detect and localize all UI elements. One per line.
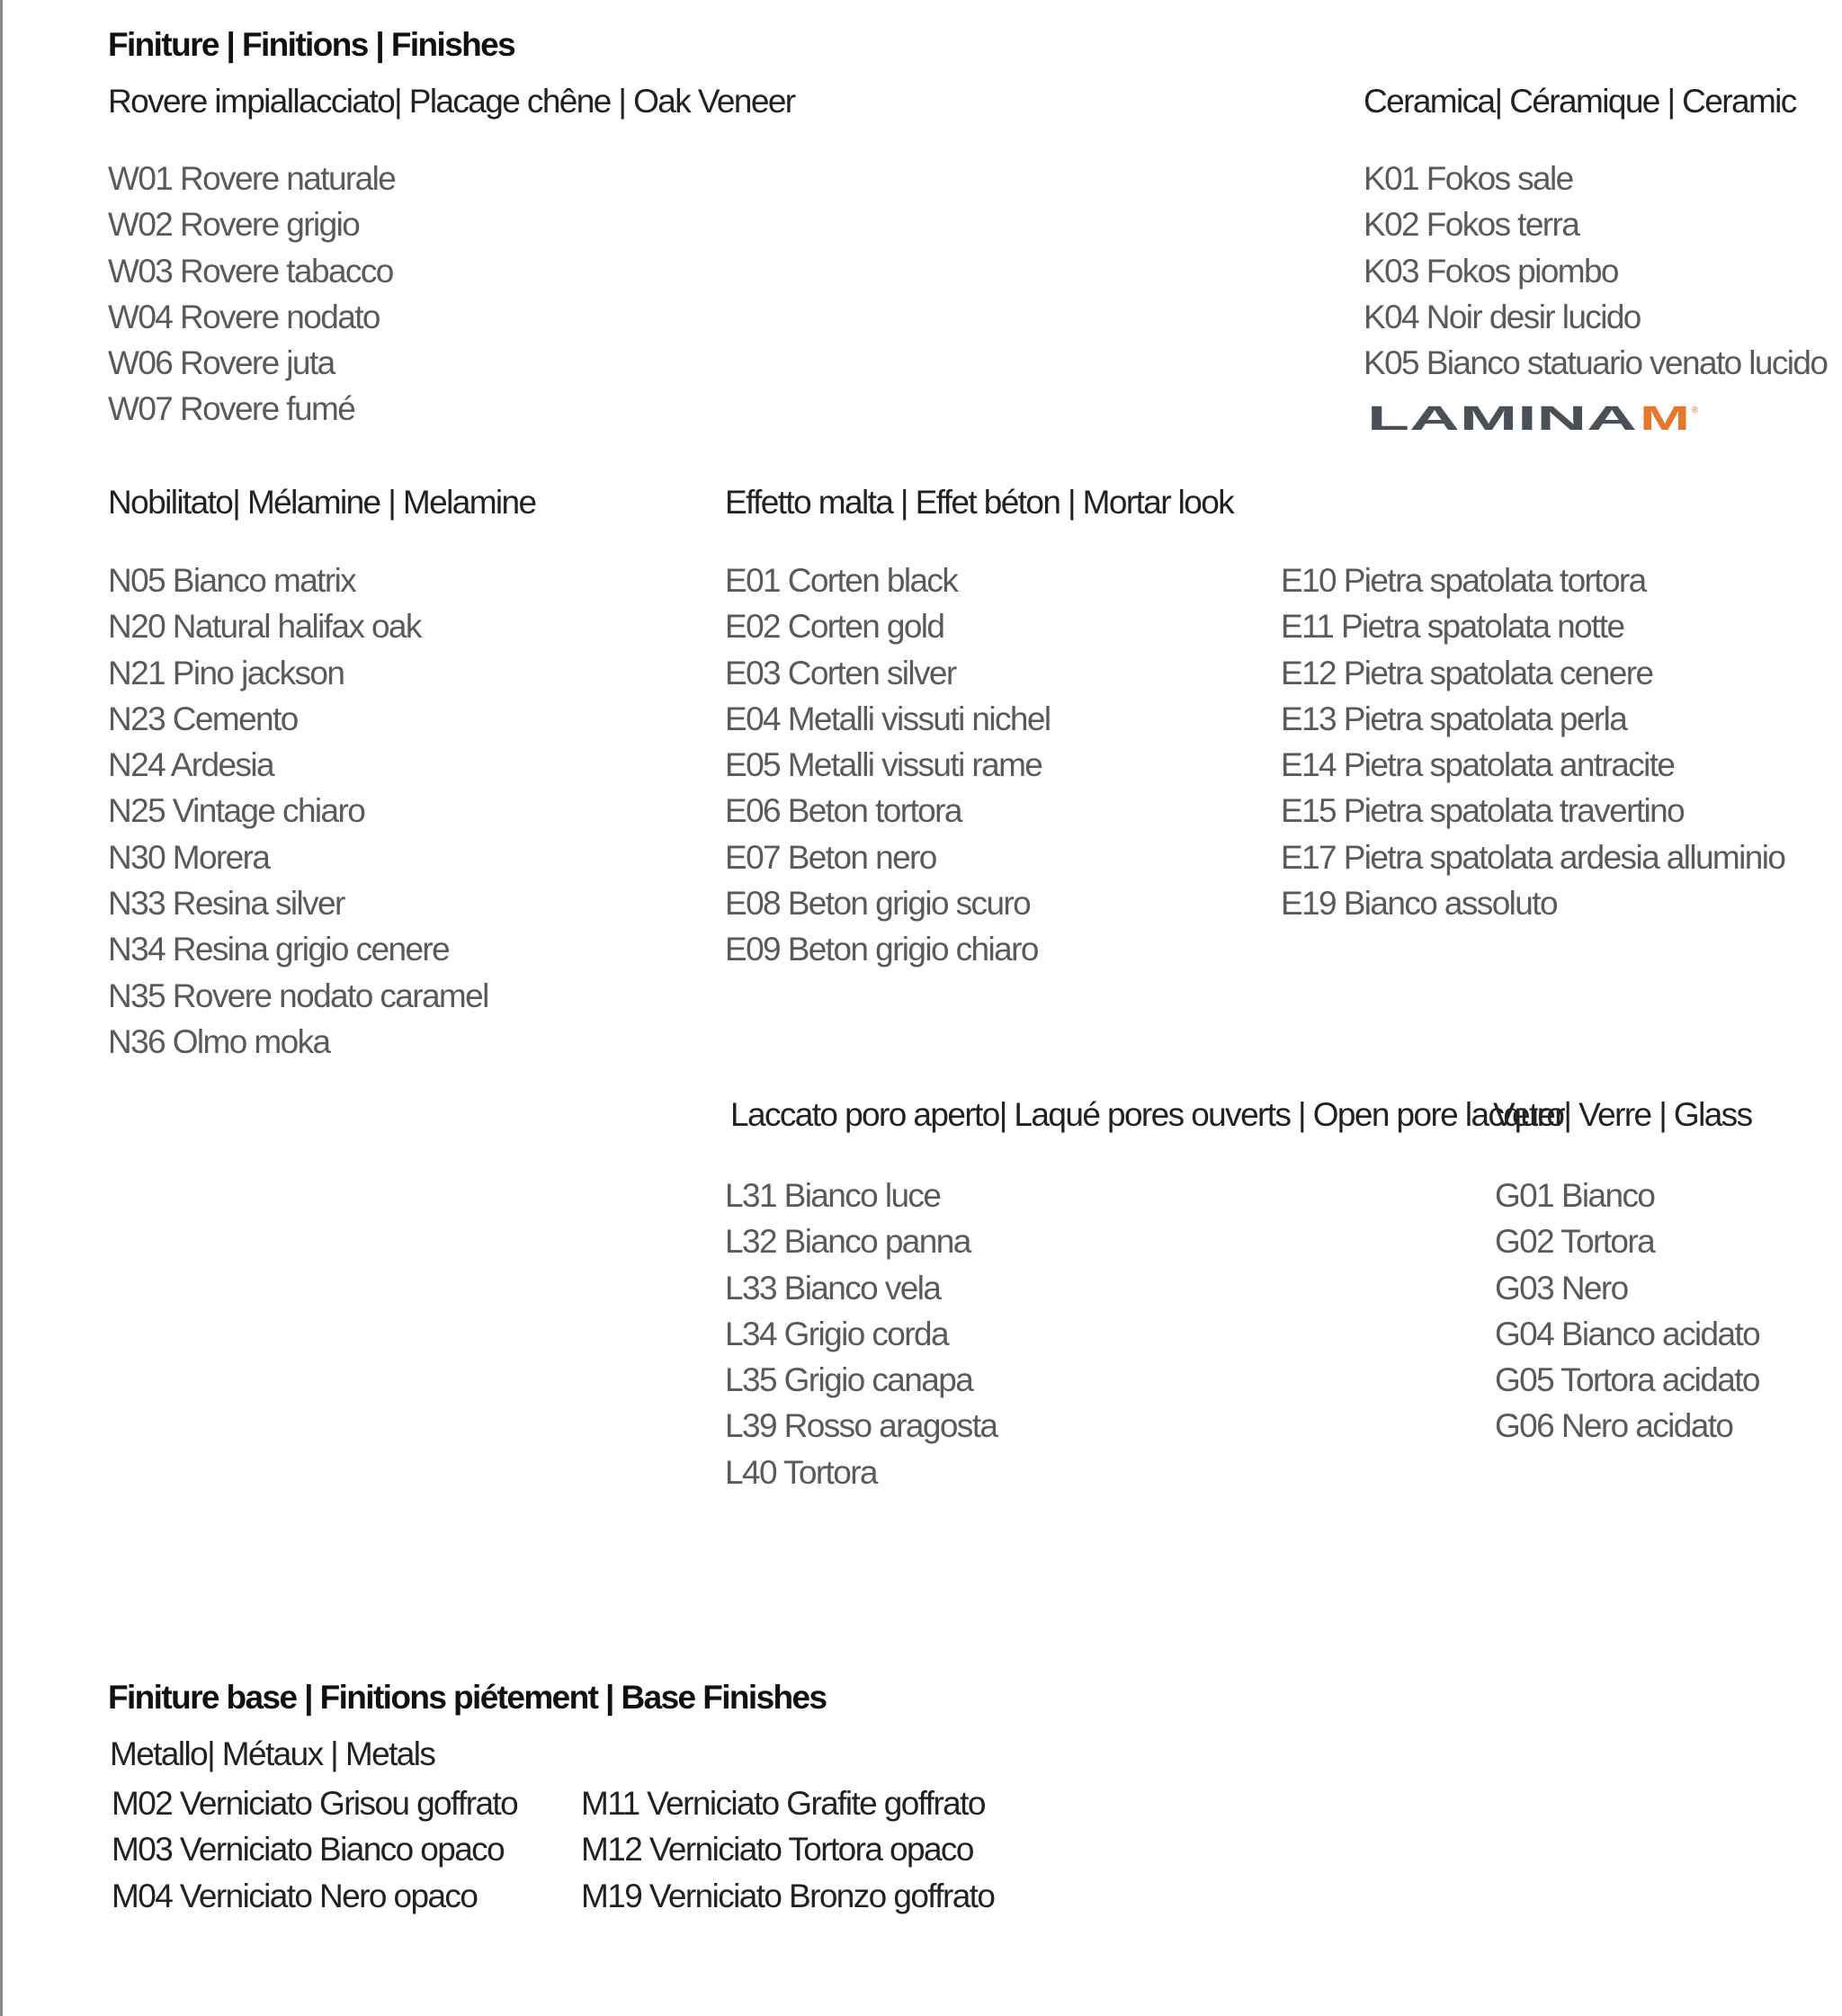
list-item: G04 Bianco acidato xyxy=(1495,1315,1760,1352)
logo-wordmark: LAMINA xyxy=(1367,402,1637,433)
list-item: M19 Verniciato Bronzo goffrato xyxy=(581,1877,995,1914)
ceramic-heading: Ceramica| Céramique | Ceramic xyxy=(1364,83,1796,120)
list-item: E10 Pietra spatolata tortora xyxy=(1281,562,1646,599)
glass-list xyxy=(1495,1173,1759,1450)
glass-heading: Vetro| Verre | Glass xyxy=(1493,1096,1752,1133)
list-item: L34 Grigio corda xyxy=(725,1315,948,1352)
laminam-logo xyxy=(1367,402,1700,433)
list-item: E02 Corten gold xyxy=(725,608,944,646)
list-item: N20 Natural halifax oak xyxy=(108,608,421,646)
melamine-list xyxy=(108,558,488,1065)
list-item: L39 Rosso aragosta xyxy=(725,1407,997,1445)
list-item: W03 Rovere tabacco xyxy=(108,252,393,290)
list-item: N35 Rovere nodato caramel xyxy=(108,977,488,1014)
metals-list-2 xyxy=(581,1780,994,1919)
list-item: E08 Beton grigio scuro xyxy=(725,885,1031,923)
list-item: N30 Morera xyxy=(108,838,270,876)
list-item: N36 Olmo moka xyxy=(108,1022,330,1060)
list-item: M04 Verniciato Nero opaco xyxy=(112,1877,478,1914)
list-item: W07 Rovere fumé xyxy=(108,390,355,428)
logo-registered-mark: ® xyxy=(1692,406,1699,415)
list-item: E03 Corten silver xyxy=(725,654,956,691)
list-item: K05 Bianco statuario venato lucido xyxy=(1364,344,1828,382)
list-item: G01 Bianco xyxy=(1495,1177,1655,1214)
list-item: N25 Vintage chiaro xyxy=(108,792,365,830)
list-item: K04 Noir desir lucido xyxy=(1364,298,1641,335)
list-item: E12 Pietra spatolata cenere xyxy=(1281,654,1653,691)
list-item: G02 Tortora xyxy=(1495,1223,1655,1261)
melamine-heading: Nobilitato| Mélamine | Melamine xyxy=(108,484,536,521)
list-item: W06 Rovere juta xyxy=(108,344,335,382)
list-item: L31 Bianco luce xyxy=(725,1177,941,1214)
logo-wordmark-accent: M xyxy=(1640,402,1690,433)
list-item: E19 Bianco assoluto xyxy=(1281,885,1557,923)
oak-veneer-heading: Rovere impiallacciato| Placage chêne | Oak Veneer xyxy=(108,83,795,120)
list-item: E13 Pietra spatolata perla xyxy=(1281,700,1627,737)
list-item: G06 Nero acidato xyxy=(1495,1407,1733,1445)
list-item: W02 Rovere grigio xyxy=(108,206,360,244)
mortar-look-list-1 xyxy=(725,558,1050,973)
base-finishes-title: Finiture base | Finitions piétement | Base Finishes xyxy=(108,1679,827,1716)
list-item: K02 Fokos terra xyxy=(1364,206,1579,244)
list-item: G03 Nero xyxy=(1495,1269,1628,1307)
oak-veneer-list xyxy=(108,156,395,433)
list-item: E09 Beton grigio chiaro xyxy=(725,931,1038,968)
mortar-look-list-2 xyxy=(1281,558,1784,926)
list-item: N05 Bianco matrix xyxy=(108,562,356,599)
list-item: M11 Verniciato Grafite goffrato xyxy=(581,1785,985,1822)
list-item: E06 Beton tortora xyxy=(725,792,961,830)
list-item: K01 Fokos sale xyxy=(1364,160,1573,197)
list-item: E05 Metalli vissuti rame xyxy=(725,746,1042,784)
list-item: G05 Tortora acidato xyxy=(1495,1361,1759,1399)
list-item: E14 Pietra spatolata antracite xyxy=(1281,746,1675,784)
ceramic-list xyxy=(1364,156,1827,386)
list-item: N33 Resina silver xyxy=(108,885,344,923)
page-title: Finiture | Finitions | Finishes xyxy=(108,26,515,63)
list-item: W01 Rovere naturale xyxy=(108,160,396,197)
list-item: N34 Resina grigio cenere xyxy=(108,931,450,968)
list-item: E15 Pietra spatolata travertino xyxy=(1281,792,1685,830)
list-item: M12 Verniciato Tortora opaco xyxy=(581,1831,973,1869)
list-item: L40 Tortora xyxy=(725,1453,877,1491)
list-item: E01 Corten black xyxy=(725,562,958,599)
list-item: M03 Verniciato Bianco opaco xyxy=(112,1831,505,1869)
mortar-look-heading: Effetto malta | Effet béton | Mortar look xyxy=(725,484,1234,521)
list-item: L33 Bianco vela xyxy=(725,1269,941,1307)
list-item: E17 Pietra spatolata ardesia alluminio xyxy=(1281,838,1785,876)
metals-heading: Metallo| Métaux | Metals xyxy=(110,1735,435,1772)
list-item: M02 Verniciato Grisou goffrato xyxy=(112,1785,518,1822)
list-item: E07 Beton nero xyxy=(725,838,936,876)
list-item: L32 Bianco panna xyxy=(725,1223,970,1261)
lacquer-heading: Laccato poro aperto| Laqué pores ouverts | Open pore lacquer xyxy=(730,1096,1564,1133)
list-item: N23 Cemento xyxy=(108,700,298,737)
list-item: L35 Grigio canapa xyxy=(725,1361,973,1399)
list-item: N24 Ardesia xyxy=(108,746,273,784)
metals-list-1 xyxy=(112,1780,517,1919)
list-item: N21 Pino jackson xyxy=(108,654,344,691)
list-item: W04 Rovere nodato xyxy=(108,298,380,335)
list-item: K03 Fokos piombo xyxy=(1364,252,1618,290)
list-item: E11 Pietra spatolata notte xyxy=(1281,608,1624,646)
list-item: E04 Metalli vissuti nichel xyxy=(725,700,1051,737)
lacquer-list xyxy=(725,1173,997,1495)
